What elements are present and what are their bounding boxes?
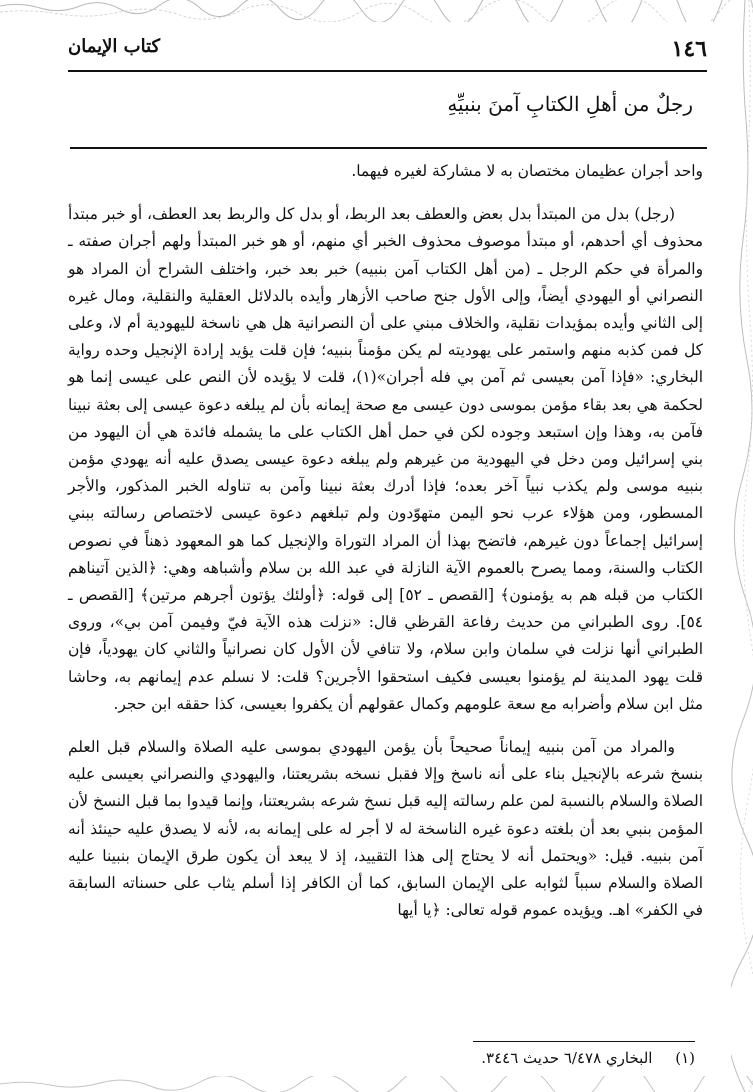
page-number: ١٤٦: [671, 36, 707, 62]
page-header: [68, 34, 707, 66]
footnote-divider: [473, 1041, 695, 1042]
torn-edge-top: [0, 0, 753, 22]
torn-edge-bottom: [0, 1076, 753, 1092]
torn-edge-right: [731, 0, 753, 1092]
paragraph: واحد أجران عظيمان مختصان به لا مشاركة لغيره فيهما.: [351, 162, 703, 180]
footnote: [75, 1046, 695, 1070]
hadith-divider: [70, 147, 707, 149]
footnote-text: البخاري ٦/٤٧٨ حديث ٣٤٤٦.: [481, 1049, 653, 1067]
paragraph: والمراد من آمن بنبيه إيماناً صحيحاً بأن يؤمن اليهودي بموسى عليه الصلاة والسلام قبل العلم بنسخ شرعه بالإنجيل بناء على أنه ناسخ وإلا فقبل نسخه بشريعتنا، واليهودي والنصراني بعيسى عليه الصلاة والسلام بالنسبة لمن علم رسالته إليه قبل نسخ شرعه بشريعتنا، وإنما قيدوا بما قبل النسخ لأن المؤمن بنبي بعد أن بلغته دعوة غيره الناسخة له لا أجر له على إيمانه به، لأنه لا يصدق عليه حينئذ أنه آمن بنبيه. قيل: «ويحتمل أنه لا يحتاج إلى هذا التقييد، إذ لا يبعد أن يكون طرق الإيمان بنبينا عليه الصلاة والسلام سبباً لثوابه على الإيمان السابق، كما أن الكافر إذا أسلم يثاب على حسناته السابقة في الكفر» اهـ. ويؤيده عموم قوله تعالى: ﴿يا أيها: [68, 738, 703, 920]
footnote-marker: (١): [675, 1049, 695, 1067]
commentary-body: [68, 158, 703, 924]
hadith-title: رجلٌ من أهلِ الكتابِ آمنَ بنبيِّهِ: [447, 92, 693, 116]
header-divider: [68, 70, 707, 72]
paragraph: (رجل) بدل من المبتدأ بدل بعض والعطف بعد الربط، أو بدل كل والربط بعد العطف، أو خبر مبتدأ محذوف أي أحدهم، أو مبتدأ موصوف محذوف الخبر أي منهم، أو هو خبر المبتدأ ولهم أجران صفته ـ والمرأة في حكم الرجل ـ (من أهل الكتاب آمن بنبيه) خبر بعد خبر، واختلف الشراح أن المراد هو النصراني أو اليهودي أيضاً، وإلى الأول جنح صاحب الأزهار وأيده بالدلائل العقلية والنقلية، ومال غيره إلى الثاني وأيده بمؤيدات نقلية، والخلاف مبني على أن النصرانية هل هي ناسخة لليهودية أم لا، وعلى كل فمن كذبه منهم واستمر على يهوديته لم يكن مؤمناً بنبيه؛ فإن قلت يؤيد إرادة الإنجيل وحده رواية البخاري: «فإذا آمن بعيسى ثم آمن بي فله أجران»(١)، قلت لا يؤيده لأن النص على عيسى إنما هو لحكمة هي بعد بقاء مؤمن بموسى دون عيسى مع صحة إيمانه بأن لم يبلغه دعوة عيسى إلى بعثة نبينا فآمن به، وهذا وإن استبعد وجوده لكن في حمل أهل الكتاب على ما يشمله فائدة هي أن اليهود من بني إسرائيل ومن دخل في اليهودية من غيرهم ولم يبلغه دعوة عيسى يصدق عليه أنه يهودي مؤمن بنبيه موسى ولم يكذب نبياً آخر بعده؛ فإذا أدرك بعثة نبينا وآمن به تناوله الخبر المذكور، والأجر المسطور، ومن هؤلاء عرب نحو اليمن متهوّدون ولم تبلغهم دعوة عيسى لاختصاص رسالته ببني إسرائيل إجماعاً دون غيرهم، فاتضح بهذا أن المراد التوراة والإنجيل كما هو المعهود ذهناً في نصوص الكتاب والسنة، ومما يصرح بالعموم الآية النازلة في عبد الله بن سلام وأشباهه وهي: ﴿الذين آتيناهم الكتاب من قبله هم به يؤمنون﴾ [القصص ـ ٥٢] إلى قوله: ﴿أولئك يؤتون أجرهم مرتين﴾ [القصص ـ ٥٤]. روى الطبراني من حديث رفاعة القرظي قال: «نزلت هذه الآية فيّ وفيمن آمن بي»، وروى الطبراني أنها نزلت في سلمان وابن سلام، ولا تنافي لأن الأول كان نصرانياً والثاني كان يهودياً، فإن قلت يهود المدينة لم يؤمنوا بعيسى فكيف استحقوا الأجرين؟ قلت: لا نسلم عدم إيمانهم به، وحاشا مثل ابن سلام وأضرابه مع سعة علومهم وكمال عقولهم أن يكفروا بعيسى، كذا حققه ابن حجر.: [68, 205, 703, 713]
running-title: كتاب الإيمان: [68, 36, 161, 57]
